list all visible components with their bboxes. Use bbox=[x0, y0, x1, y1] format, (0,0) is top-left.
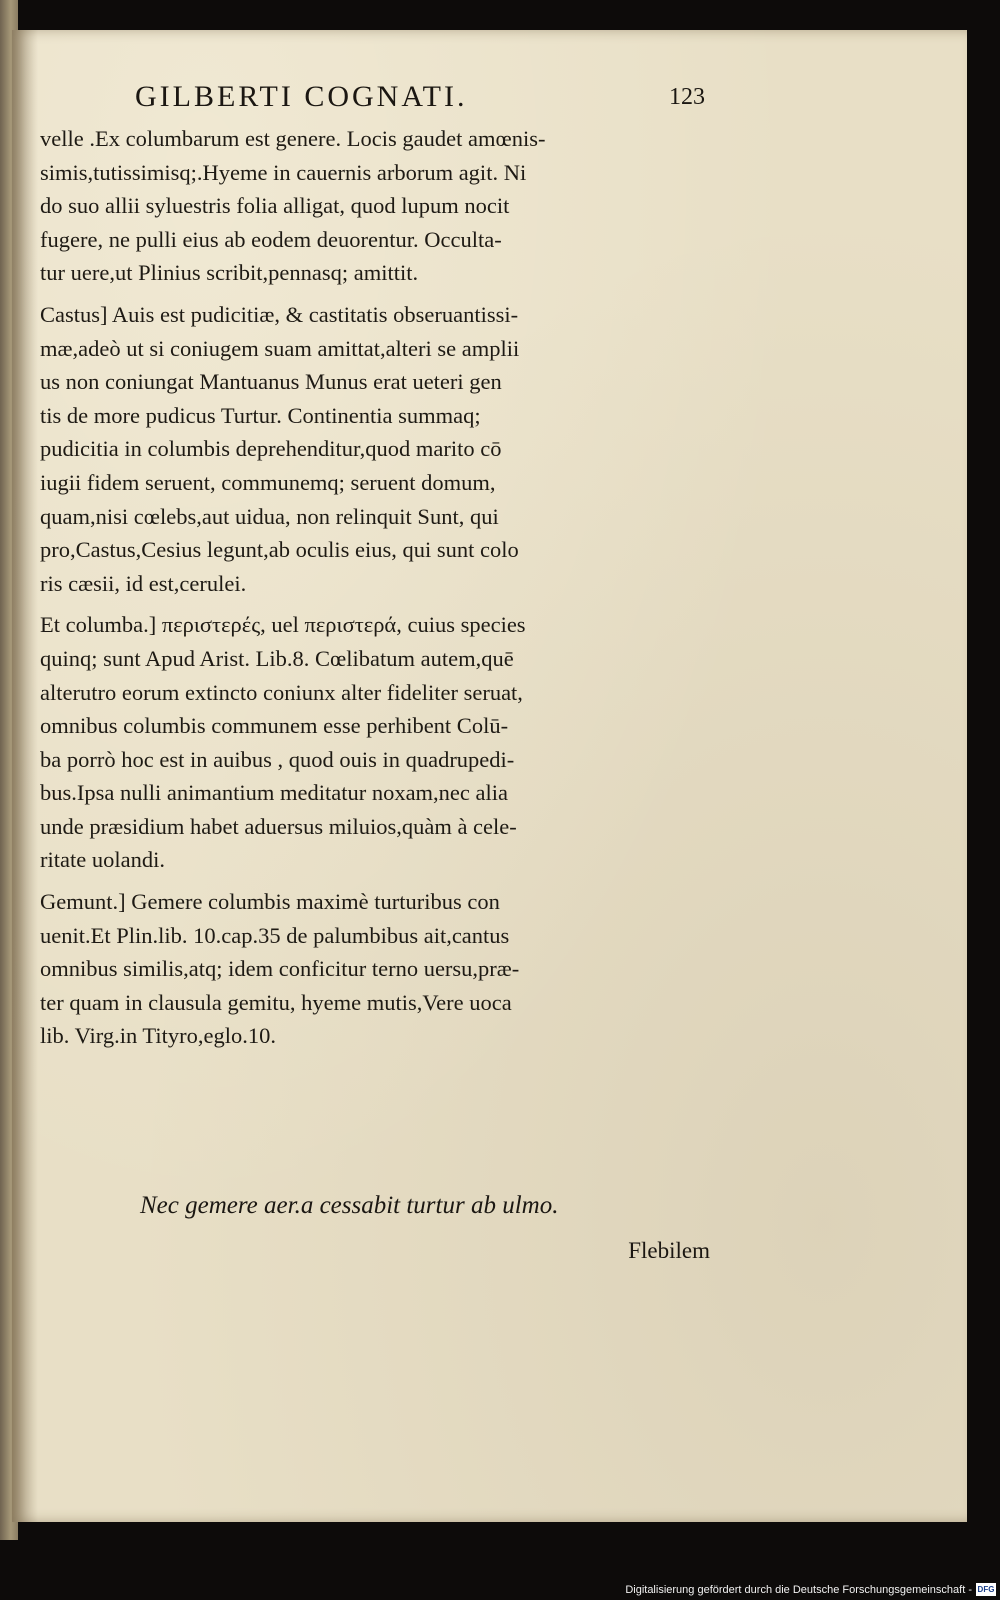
text-line: ritate uolandi. bbox=[40, 847, 165, 873]
text-line: Et columba.] περιστερές, uel περιστερά, cuius species bbox=[40, 612, 526, 638]
verse-quotation: Nec gemere aer.a cessabit turtur ab ulmo. bbox=[140, 1192, 559, 1219]
body-text bbox=[40, 122, 720, 1053]
text-line: us non coniungat Mantuanus Munus erat ueteri gen bbox=[40, 369, 502, 395]
text-line: do suo allii syluestris folia alligat, quod lupum nocit bbox=[40, 193, 510, 219]
text-line: uenit.Et Plin.lib. 10.cap.35 de palumbibus ait,cantus bbox=[40, 922, 510, 948]
text-line: simis,tutissimisq;.Hyeme in cauernis arborum agit. Ni bbox=[40, 159, 527, 185]
paragraph-gap bbox=[40, 877, 720, 885]
text-line: tis de more pudicus Turtur. Continentia summaq; bbox=[40, 402, 481, 428]
text-line: mæ,adeò ut si coniugem suam amittat,alteri se amplii bbox=[40, 335, 520, 361]
text-line: unde præsidium habet aduersus miluios,quàm à cele- bbox=[40, 813, 517, 839]
text-line: iugii fidem seruent, communemq; seruent domum, bbox=[40, 469, 496, 495]
text-line: omnibus similis,atq; idem conficitur terno uersu,præ- bbox=[40, 956, 520, 982]
page-header bbox=[135, 80, 705, 120]
text-line: pudicitia in columbis deprehenditur,quod marito cō bbox=[40, 436, 502, 462]
running-head: GILBERTI COGNATI. bbox=[135, 80, 468, 113]
text-line: tur uere,ut Plinius scribit,pennasq; amittit. bbox=[40, 260, 419, 286]
text-line: Castus] Auis est pudicitiæ, & castitatis obseruantissi- bbox=[40, 301, 519, 327]
text-line: bus.Ipsa nulli animantium meditatur noxam,nec alia bbox=[40, 780, 509, 806]
text-line: velle .Ex columbarum est genere. Locis gaudet amœnis- bbox=[40, 126, 546, 151]
catchword: Flebilem bbox=[628, 1238, 710, 1263]
text-line: omnibus columbis communem esse perhibent Colū- bbox=[40, 713, 509, 739]
text-line: quam,nisi cœlebs,aut uidua, non relinquit Sunt, qui bbox=[40, 503, 499, 529]
text-line: alterutro eorum extincto coniunx alter fideliter seruat, bbox=[40, 679, 523, 705]
text-line: ba porrò hoc est in auibus , quod ouis in quadrupedi- bbox=[40, 746, 515, 772]
paragraph-gap bbox=[40, 600, 720, 608]
text-line: quinq; sunt Apud Arist. Lib.8. Cœlibatum autem,quē bbox=[40, 645, 514, 671]
text-line: ter quam in clausula gemitu, hyeme mutis,Vere uoca bbox=[40, 989, 512, 1015]
text-line: fugere, ne pulli eius ab eodem deuorentur. Occulta- bbox=[40, 226, 502, 252]
dfg-logo: DFG bbox=[977, 1585, 995, 1594]
digitization-credit: Digitalisierung gefördert durch die Deutsche Forschungsgemeinschaft - bbox=[625, 1584, 972, 1596]
text-line: ris cæsii, id est,cerulei. bbox=[40, 570, 247, 596]
footer-bar bbox=[0, 1576, 1000, 1600]
text-line: lib. Virg.in Tityro,eglo.10. bbox=[40, 1023, 276, 1049]
text-line: Gemunt.] Gemere columbis maximè turturibus con bbox=[40, 889, 500, 915]
text-line: pro,Castus,Cesius legunt,ab oculis eius, qui sunt colo bbox=[40, 537, 519, 563]
page-number: 123 bbox=[669, 84, 705, 110]
page-gutter-shadow bbox=[12, 30, 38, 1522]
paragraph-gap bbox=[40, 290, 720, 298]
